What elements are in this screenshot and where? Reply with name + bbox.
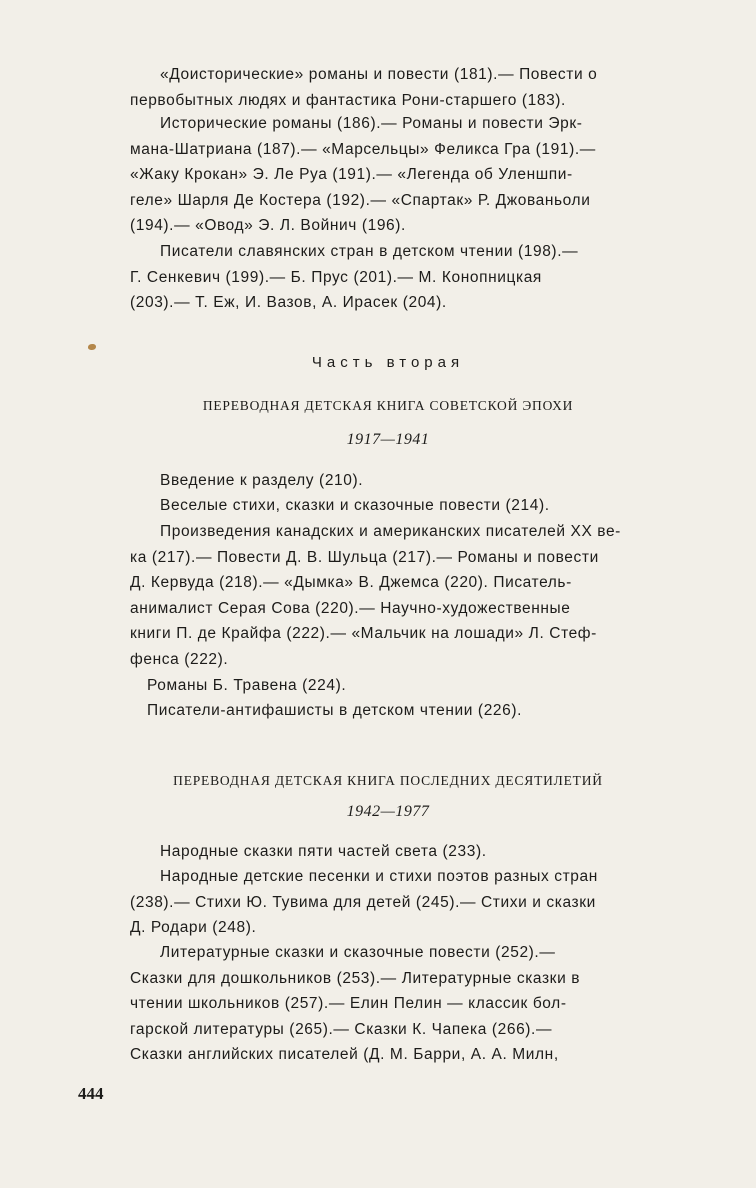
text-line: Сказки английских писателей (Д. М. Барри, А. А. Милн, [130,1046,559,1063]
text-line: Произведения канадских и американских писателей XX ве- [160,523,621,540]
text-line: (194).— «Овод» Э. Л. Войнич (196). [130,217,406,234]
text-line: анималист Серая Сова (220).— Научно-художественные [130,599,571,617]
text-line: Писатели славянских стран в детском чтении (198).— [160,243,579,260]
text-line: Веселые стихи, сказки и сказочные повести (214). [160,497,550,514]
text-line: Писатели-антифашисты в детском чтении (226). [147,702,523,719]
text-line: гарской литературы (265).— Сказки К. Чапека (266).— [130,1020,553,1038]
paragraph-traven [130,673,646,699]
paragraph-historical-novels [130,111,646,239]
text-line: Д. Родари (248). [130,919,257,936]
paragraph-canadian-american [130,519,646,672]
text-line: ка (217).— Повести Д. В. Шульца (217).— Романы и повести [130,548,599,566]
text-line: Введение к разделу (210). [160,472,364,489]
text-line: Народные детские песенки и стихи поэтов разных стран [160,868,598,885]
text-line: Д. Кервуда (218).— «Дымка» В. Джемса (220). Писатель- [130,574,572,591]
page-number: 444 [78,1084,104,1103]
text-line: фенса (222). [130,650,229,668]
paragraph-introduction [130,468,646,494]
text-line: книги П. де Крайфа (222).— «Мальчик на лошади» Л. Стеф- [130,625,597,642]
text-line: «Доисторические» романы и повести (181).— Повести о [160,66,598,83]
paragraph-literary-tales [130,940,646,1068]
text-line: Народные сказки пяти частей света (233). [160,843,487,860]
text-line: мана-Шатриана (187).— «Марсельцы» Феликса Гра (191).— [130,140,596,158]
section-years-soviet-era: 1917—1941 [346,431,430,448]
text-line: (203).— Т. Еж, И. Вазов, А. Ирасек (204). [130,294,447,311]
text-line: чтении школьников (257).— Елин Пелин — классик бол- [130,995,567,1012]
paragraph-folk-tales [130,839,646,865]
text-line: Сказки для дошкольников (253).— Литературные сказки в [130,969,581,987]
paragraph-folk-songs [130,864,646,941]
section-title-recent-decades: ПЕРЕВОДНАЯ ДЕТСКАЯ КНИГА ПОСЛЕДНИХ ДЕСЯТИЛЕТИЙ [173,773,603,788]
text-line: Романы Б. Травена (224). [147,677,347,694]
text-line: Исторические романы (186).— Романы и повести Эрк- [160,115,583,132]
paper-blemish [88,344,96,350]
paragraph-antifascists [130,698,646,724]
text-line: первобытных людях и фантастика Рони-старшего (183). [130,91,566,109]
text-line: «Жаку Крокан» Э. Ле Руа (191).— «Легенда об Уленшпи- [130,166,573,183]
paragraph-funny-verses [130,493,646,519]
text-line: Литературные сказки и сказочные повести (252).— [160,944,556,961]
paragraph-slavic-writers [130,239,646,316]
text-line: (238).— Стихи Ю. Тувима для детей (245).— Стихи и сказки [130,893,596,911]
section-title-soviet-era: ПЕРЕВОДНАЯ ДЕТСКАЯ КНИГА СОВЕТСКОЙ ЭПОХИ [202,398,574,413]
text-line: Г. Сенкевич (199).— Б. Прус (201).— М. Конопницкая [130,268,542,286]
part-title: Часть вторая [311,354,465,371]
text-line: геле» Шарля Де Костера (192).— «Спартак» Р. Джованьоли [130,191,591,209]
section-years-recent-decades: 1942—1977 [346,803,430,820]
paragraph-prehistoric-novels [130,62,646,113]
